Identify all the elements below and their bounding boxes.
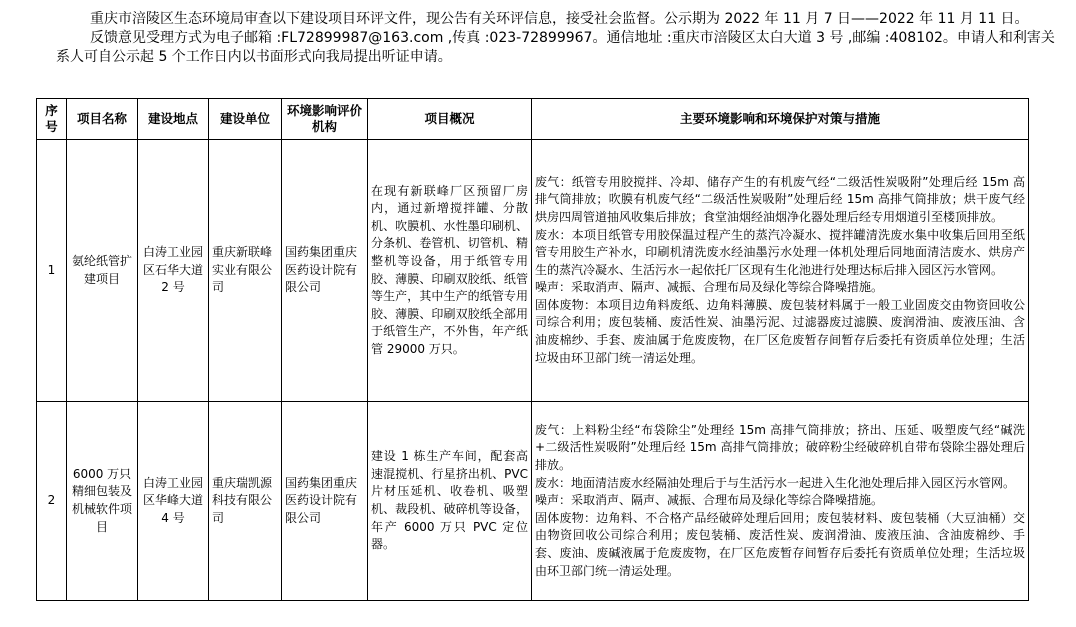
table-row xyxy=(37,402,1029,601)
header-location: 建设地点 xyxy=(138,99,209,140)
header-eia: 环境影响评价机构 xyxy=(282,99,368,140)
cell-location: 白涛工业园区华峰大道 4 号 xyxy=(138,402,209,601)
notice-paragraph-feedback: 反馈意见受理方式为电子邮箱 :FL72899987@163.com ,传真 :023-72899967。通信地址 :重庆市涪陵区太白大道 3 号 ,邮编 :408102。申请人和利害关系人可自公示起 5 个工作日内以书面形式向我局提出听证申请。 xyxy=(56,30,1055,65)
projects-table xyxy=(36,98,1029,601)
measure-exhaust-gas: 废气：上料粉尘经“布袋除尘”处理经 15m 高排气筒排放；挤出、压延、吸塑废气经“碱洗+二级活性炭吸附”处理后经 15m 高排气筒排放；破碎粉尘经破碎机自带布袋除尘器处理后排放。 xyxy=(535,422,1025,473)
measure-solid-waste: 固体废物：本项目边角料废纸、边角料薄膜、废包装材料属于一般工业固废交由物资回收公司综合利用；废包装桶、废活性炭、油墨污泥、过滤器废过滤膜、废润滑油、废液压油、含油废棉纱、手套、废油属于危废废物，在厂区危废暂存间暂存后委托有资质单位处理；生活垃圾由环卫部门统一清运处理。 xyxy=(535,297,1025,365)
cell-overview: 建设 1 栋生产车间，配套高速混搅机、行星挤出机、PVC 片材压延机、收卷机、吸塑机、裁段机、破碎机等设备，年产 6000 万只 PVC 定位器。 xyxy=(368,402,532,601)
measure-wastewater: 废水：本项目纸管专用胶保温过程产生的蒸汽冷凝水、搅拌罐清洗废水集中收集后回用至纸管专用胶生产补水，印刷机清洗废水经油墨污水处理一体机处理后同地面清洁废水、烘房产生的蒸汽冷凝水、生活污水一起依托厂区现有生化池进行处理达标后排入园区污水管网。 xyxy=(535,227,1025,277)
header-measures: 主要环境影响和环境保护对策与措施 xyxy=(532,99,1029,140)
header-no: 序号 xyxy=(37,99,67,140)
cell-no: 1 xyxy=(37,140,67,402)
cell-no: 2 xyxy=(37,402,67,601)
cell-measures xyxy=(532,402,1029,601)
table-header-row xyxy=(37,99,1029,140)
measure-exhaust-gas: 废气：纸管专用胶搅拌、冷却、储存产生的有机废气经“二级活性炭吸附”处理后经 15m 高排气筒排放；吹膜有机废气经“二级活性炭吸附”处理后经 15m 高排气筒排放；烘干废气经烘房四周管道抽风收集后排放；食堂油烟经油烟净化器处理后经专用烟道引至楼顶排放。 xyxy=(535,174,1025,224)
measure-noise: 噪声：采取消声、隔声、减振、合理布局及绿化等综合降噪措施。 xyxy=(535,493,884,508)
cell-measures xyxy=(532,140,1029,402)
header-unit: 建设单位 xyxy=(209,99,282,140)
cell-name: 6000 万只精细包装及机械软件项目 xyxy=(67,402,138,601)
cell-overview: 在现有新联峰厂区预留厂房内，通过新增搅拌罐、分散机、吹膜机、水性墨印刷机、分条机、卷管机、切管机、精整机等设备，用于纸管专用胶、薄膜、印刷双胶纸、纸管等生产，其中生产的纸管专用胶、薄膜、印刷双胶纸全部用于纸管生产，不外售，年产纸管 29000 万只。 xyxy=(368,140,532,402)
cell-name: 氨纶纸管扩建项目 xyxy=(67,140,138,402)
cell-eia: 国药集团重庆医药设计院有限公司 xyxy=(282,402,368,601)
notice-paragraph-period: 重庆市涪陵区生态环境局审查以下建设项目环评文件，现公告有关环评信息，接受社会监督。公示期为 2022 年 11 月 7 日——2022 年 11 月 11 日。 xyxy=(90,11,1029,27)
cell-unit: 重庆瑞凯源科技有限公司 xyxy=(209,402,282,601)
cell-location: 白涛工业园区石华大道 2 号 xyxy=(138,140,209,402)
measure-solid-waste: 固体废物：边角料、不合格产品经破碎处理后回用；废包装材料、废包装桶（大豆油桶）交由物资回收公司综合利用；废包装桶、废活性炭、废润滑油、废液压油、含油废棉纱、手套、废油、废碱液属于危废废物，在厂区危废暂存间暂存后委托有资质单位处理；生活垃圾由环卫部门统一清运处理。 xyxy=(535,510,1025,578)
header-name: 项目名称 xyxy=(67,99,138,140)
cell-unit: 重庆新联峰实业有限公司 xyxy=(209,140,282,402)
notice-intro xyxy=(56,10,1056,67)
cell-eia: 国药集团重庆医药设计院有限公司 xyxy=(282,140,368,402)
measure-wastewater: 废水：地面清洁废水经隔油处理后于与生活污水一起进入生化池处理后排入园区污水管网。 xyxy=(535,475,1016,490)
measure-noise: 噪声：采取消声、隔声、减振、合理布局及绿化等综合降噪措施。 xyxy=(535,280,884,295)
table-row xyxy=(37,140,1029,402)
header-overview: 项目概况 xyxy=(368,99,532,140)
